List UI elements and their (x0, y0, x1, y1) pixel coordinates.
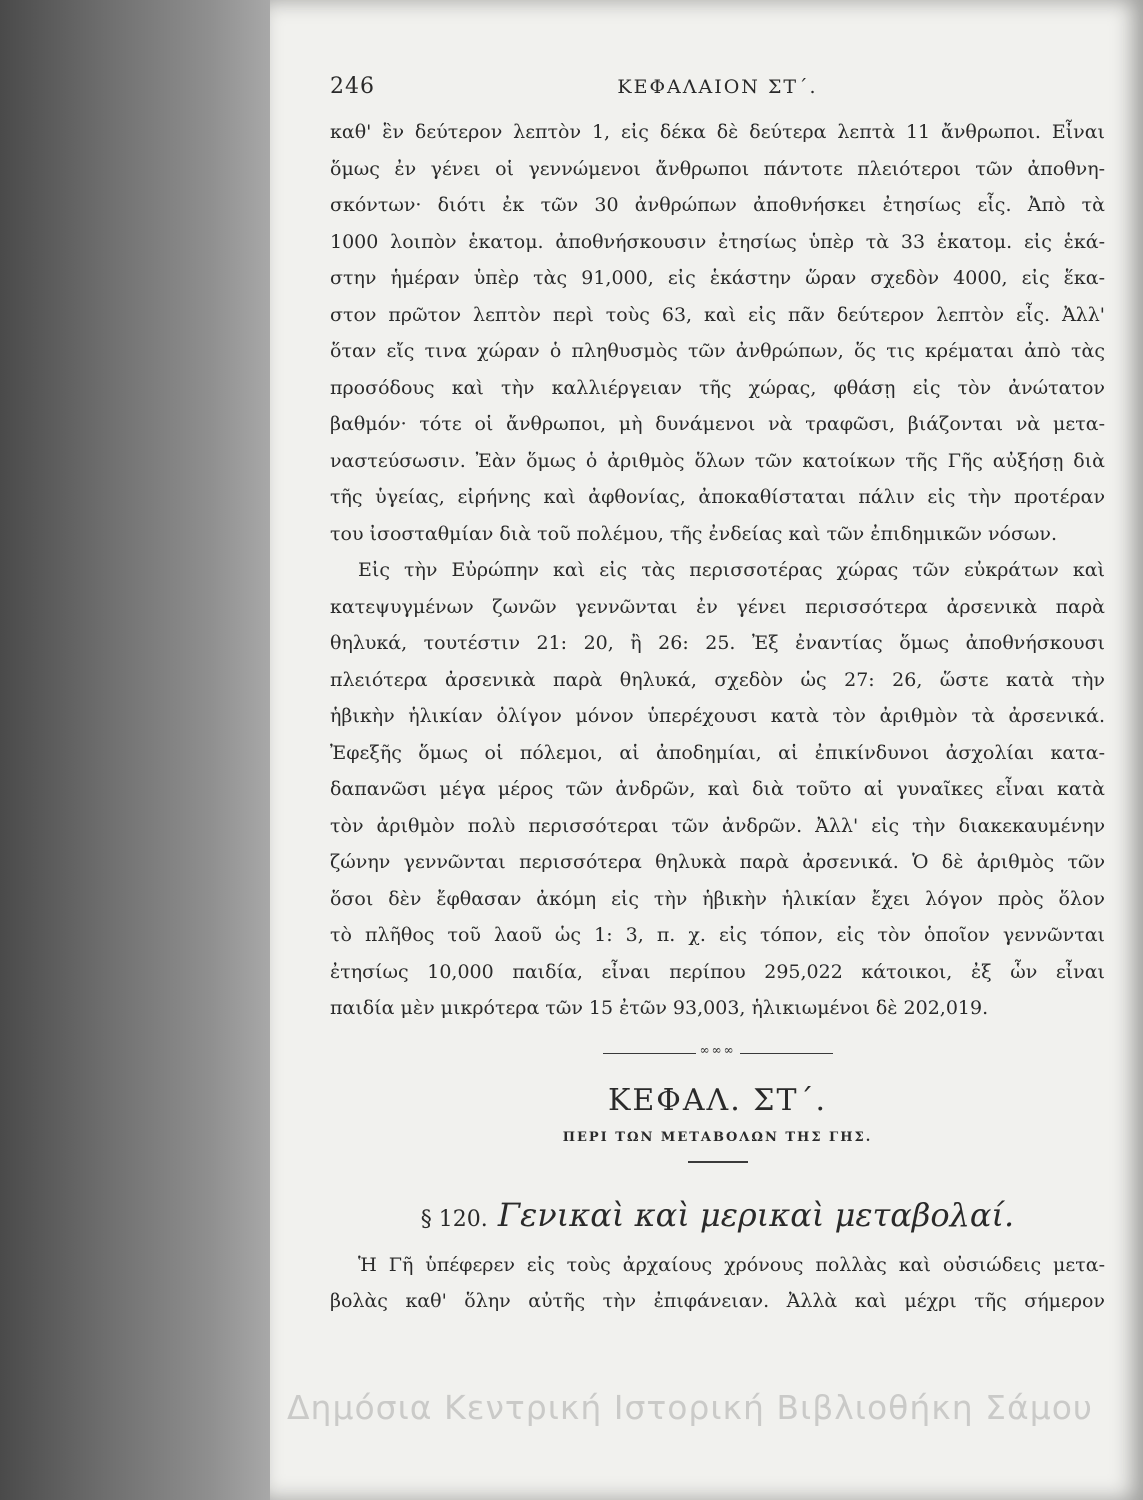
section-title: Γενικαὶ καὶ μερικαὶ μεταβολαί. (497, 1195, 1015, 1234)
text-line: στην ἡμέραν ὑπὲρ τὰς 91,000, εἰς ἑκάστην ὥραν σχεδὸν 4000, εἰς ἕκα- (330, 267, 1105, 289)
paragraph-3 (330, 1247, 1105, 1320)
section-heading (330, 1183, 1105, 1247)
page-header (330, 74, 1105, 114)
text-line: σκόντων· διότι ἐκ τῶν 30 ἀνθρώπων ἀποθνήσκει ἐτησίως εἷς. Ἀπὸ τὰ (330, 194, 1105, 216)
divider-ornament: ∞∞∞ (696, 1043, 740, 1057)
page-number: 246 (330, 74, 375, 99)
chapter-subheading: ΠΕΡΙ ΤΩΝ ΜΕΤΑΒΟΛΩΝ ΤΗΣ ΓΗΣ. (562, 1129, 873, 1145)
text-line: 1000 λοιπὸν ἑκατομ. ἀποθνήσκουσιν ἐτησίως ὑπὲρ τὰ 33 ἑκατομ. εἰς ἑκά- (330, 230, 1105, 253)
paragraph-2 (330, 552, 1105, 1027)
text-line: τὸν ἀριθμὸν πολὺ περισσότεραι τῶν ἀνδρῶν. Ἀλλ' εἰς τὴν διακεκαυμένην (330, 814, 1105, 837)
text-line: θηλυκά, τουτέστιν 21: 20, ἢ 26: 25. Ἐξ ἐναντίας ὅμως ἀποθνήσκουσι (330, 632, 1105, 654)
text-line: ζώνην γεννῶνται περισσότερα θηλυκὰ παρὰ ἀρσενικά. Ὁ δὲ ἀριθμὸς τῶν (330, 851, 1105, 873)
short-divider (330, 1151, 1105, 1173)
chapter-heading: ΚΕΦΑΛ. ΣΤ΄. (607, 1082, 828, 1118)
text-line: Ἡ Γῆ ὑπέφερεν εἰς τοὺς ἀρχαίους χρόνους πολλὰς καὶ οὐσιώδεις μετα- (358, 1253, 1105, 1276)
text-line: ἡβικὴν ἡλικίαν ὀλίγον μόνον ὑπερέχουσι κατὰ τὸν ἀριθμὸν τὰ ἀρσενικά. (330, 705, 1105, 727)
text-line: προσόδους καὶ τὴν καλλιέργειαν τῆς χώρας, φθάσῃ εἰς τὸν ἀνώτατον (330, 376, 1105, 399)
text-line: του ἰσοσταθμίαν διὰ τοῦ πολέμου, τῆς ἐνδείας καὶ τῶν ἐπιδημικῶν νόσων. (330, 522, 1058, 545)
text-line: βαθμόν· τότε οἱ ἄνθρωποι, μὴ δυνάμενοι νὰ τραφῶσι, βιάζονται νὰ μετα- (330, 413, 1105, 435)
paragraph-1 (330, 114, 1105, 552)
text-line: πλειότερα ἀρσενικὰ παρὰ θηλυκά, σχεδὸν ὡς 27: 26, ὥστε κατὰ τὴν (330, 668, 1105, 691)
text-line: βολὰς καθ' ὅλην αὐτῆς τὴν ἐπιφάνειαν. Ἀλλὰ καὶ μέχρι τῆς σήμερον (330, 1290, 1105, 1312)
text-line: ἐτησίως 10,000 παιδία, εἶναι περίπου 295,022 κάτοικοι, ἐξ ὧν εἶναι (330, 960, 1105, 983)
page-content (330, 74, 1105, 1320)
book-page-edges (0, 0, 300, 1500)
text-line: ὅσοι δὲν ἔφθασαν ἀκόμη εἰς τὴν ἡβικὴν ἡλικίαν ἔχει λόγον πρὸς ὅλον (330, 887, 1105, 910)
text-line: τὸ πλῆθος τοῦ λαοῦ ὡς 1: 3, π. χ. εἰς τόπον, εἰς τὸν ὁποῖον γεννῶνται (330, 924, 1105, 946)
text-line: ὅταν εἴς τινα χώραν ὁ πληθυσμὸς τῶν ἀνθρώπων, ὅς τις κρέμαται ἀπὸ τὰς (330, 340, 1105, 362)
ornamental-divider (330, 1027, 1105, 1077)
short-divider-bar (688, 1161, 748, 1163)
text-line: κατεψυγμένων ζωνῶν γεννῶνται ἐν γένει περισσότερα ἀρσενικὰ παρὰ (330, 595, 1105, 618)
text-line: καθ' ἓν δεύτερον λεπτὸν 1, εἰς δέκα δὲ δεύτερα λεπτὰ 11 ἄνθρωποι. Εἶναι (330, 121, 1105, 143)
running-title: ΚΕΦΑΛΑΙΟΝ ΣΤ΄. (617, 76, 818, 98)
text-line: Ἐφεξῆς ὅμως οἱ πόλεμοι, αἱ ἀποδημίαι, αἱ ἐπικίνδυνοι ἀσχολίαι κατα- (330, 741, 1105, 764)
book-page (270, 0, 1143, 1500)
text-line: τῆς ὑγείας, εἰρήνης καὶ ἀφθονίας, ἀποκαθίσταται πάλιν εἰς τὴν προτέραν (330, 486, 1105, 508)
text-line: Εἰς τὴν Εὐρώπην καὶ εἰς τὰς περισσοτέρας χώρας τῶν εὐκράτων καὶ (358, 559, 1105, 581)
text-line: στον πρῶτον λεπτὸν περὶ τοὺς 63, καὶ εἰς πᾶν δεύτερον λεπτὸν εἷς. Ἀλλ' (330, 303, 1105, 326)
text-line: ὅμως ἐν γένει οἱ γεννώμενοι ἄνθρωποι πάντοτε πλειότεροι τῶν ἀποθνη- (330, 157, 1105, 180)
text-line: ναστεύσωσιν. Ἐὰν ὅμως ὁ ἀριθμὸς ὅλων τῶν κατοίκων τῆς Γῆς αὐξήσῃ διὰ (330, 449, 1105, 472)
section-number: § 120. (420, 1206, 488, 1232)
text-line: δαπανῶσι μέγα μέρος τῶν ἀνδρῶν, καὶ διὰ τοῦτο αἱ γυναῖκες εἶναι κατὰ (330, 778, 1105, 800)
library-watermark: Δημόσια Κεντρική Ιστορική Βιβλιοθήκη Σάμου (286, 1388, 1093, 1427)
text-line: παιδία μὲν μικρότερα τῶν 15 ἐτῶν 93,003, ἡλικιωμένοι δὲ 202,019. (330, 997, 989, 1019)
